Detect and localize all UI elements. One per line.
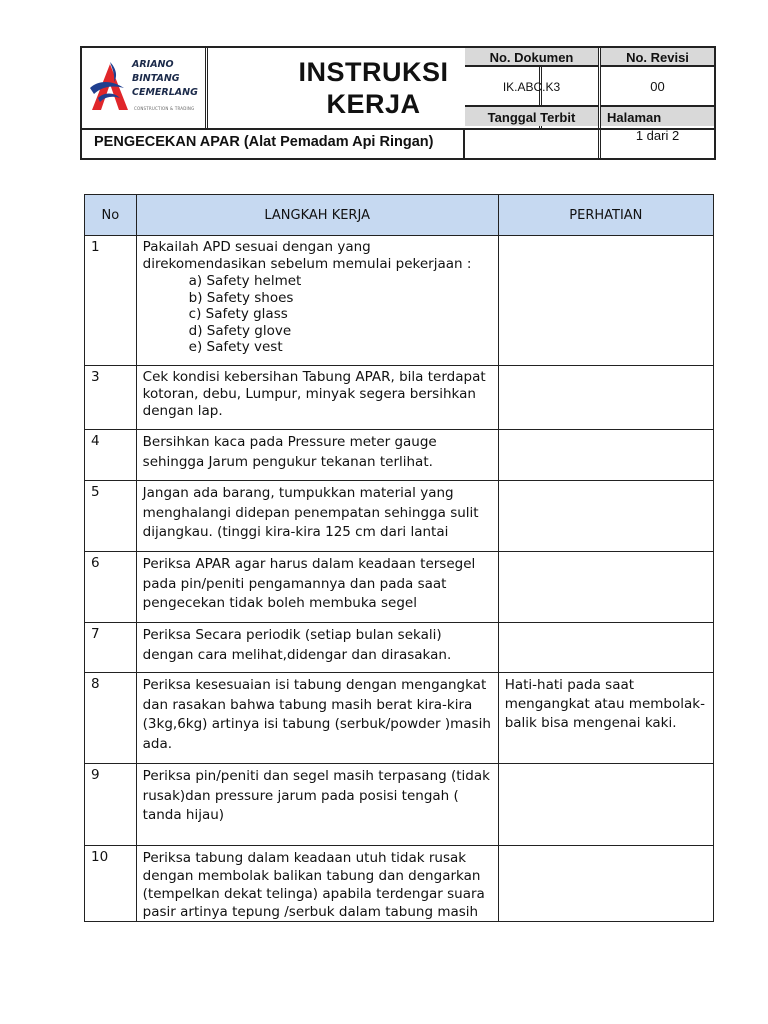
row-number: 9 <box>85 764 137 846</box>
page-label: Halaman <box>601 105 714 126</box>
title-line-1: INSTRUKSI <box>298 57 449 87</box>
issue-date-label: Tanggal Terbit <box>465 105 598 126</box>
table-row <box>85 673 714 764</box>
row-step: Periksa tabung dalam keadaan utuh tidak rusak dengan membolak balikan tabung dan dengarkan (tempelkan dekat telinga) apabila terdengar suara pasir artinya tepung /serbuk dalam tabung masih <box>136 846 498 922</box>
logo-name-line-3: CEMERLANG <box>132 87 198 98</box>
row-note <box>498 481 713 552</box>
table-row <box>85 366 714 430</box>
list-item: b) Safety shoes <box>188 289 294 306</box>
row-note <box>498 366 713 430</box>
work-steps-table <box>84 194 714 922</box>
row-number: 3 <box>85 366 137 430</box>
list-item: e) Safety vest <box>188 339 283 355</box>
row-step: Cek kondisi kebersihan Tabung APAR, bila terdapat kotoran, debu, Lumpur, minyak segera bersihkan dengan lap. <box>136 366 498 430</box>
company-logo <box>82 48 208 128</box>
row-number: 1 <box>85 236 137 366</box>
row-note <box>498 236 713 366</box>
column-header-step: LANGKAH KERJA <box>136 195 498 236</box>
list-item: d) Safety glove <box>188 322 292 339</box>
table-header-row <box>85 195 714 236</box>
logo-name-line-2: BINTANG <box>132 73 180 84</box>
table-row <box>85 236 714 366</box>
row-step: Periksa Secara periodik (setiap bulan sekali) dengan cara melihat,didengar dan dirasakan. <box>136 623 498 673</box>
row-number: 5 <box>85 481 137 552</box>
row-step: Periksa pin/peniti dan segel masih terpasang (tidak rusak)dan pressure jarum pada posisi tengah ( tanda hijau) <box>136 764 498 846</box>
row-note <box>498 552 713 623</box>
list-item: c) Safety glass <box>188 306 288 322</box>
step-text: Pakailah APD sesuai dengan yang direkomendasikan sebelum memulai pekerjaan : <box>142 239 472 272</box>
page-value: 1 dari 2 <box>635 128 680 143</box>
row-step <box>136 236 498 366</box>
row-note <box>498 764 713 846</box>
company-logo-mark-icon <box>88 58 132 118</box>
row-note <box>498 430 713 481</box>
row-number: 7 <box>85 623 137 673</box>
table-row <box>85 481 714 552</box>
table-row <box>85 846 714 922</box>
ppe-list <box>143 273 492 356</box>
title-line-2: KERJA <box>326 89 421 119</box>
row-note: Hati-hati pada saat mengangkat atau membolak-balik bisa mengenai kaki. <box>498 673 713 764</box>
revision-value: 00 <box>650 79 665 94</box>
table-row <box>85 552 714 623</box>
document-header <box>80 46 716 160</box>
column-header-note: PERHATIAN <box>498 195 713 236</box>
document-subject: PENGECEKAN APAR (Alat Pemadam Api Ringan) <box>94 134 434 150</box>
row-step: Bersihkan kaca pada Pressure meter gauge sehingga Jarum pengukur tekanan terlihat. <box>136 430 498 481</box>
row-number: 10 <box>85 846 137 922</box>
row-step: Periksa kesesuaian isi tabung dengan mengangkat dan rasakan bahwa tabung masih berat kira-kira (3kg,6kg) artinya isi tabung (serbuk/powder )masih ada. <box>136 673 498 764</box>
row-step: Periksa APAR agar harus dalam keadaan tersegel pada pin/peniti pengamannya dan pada saat pengecekan tidak boleh membuka segel <box>136 552 498 623</box>
doc-no-value: IK.ABC.K3 <box>502 80 561 94</box>
row-number: 6 <box>85 552 137 623</box>
table-row <box>85 430 714 481</box>
row-note <box>498 846 713 922</box>
row-number: 8 <box>85 673 137 764</box>
logo-name-line-1: ARIANO <box>132 59 174 70</box>
row-note <box>498 623 713 673</box>
row-number: 4 <box>85 430 137 481</box>
logo-tagline: CONSTRUCTION & TRADING <box>134 106 195 111</box>
table-row <box>85 623 714 673</box>
issue-date-value <box>465 130 598 156</box>
table-row <box>85 764 714 846</box>
column-header-no: No <box>85 195 137 236</box>
list-item: a) Safety helmet <box>188 273 302 289</box>
revision-label: No. Revisi <box>601 48 714 67</box>
doc-no-label: No. Dokumen <box>465 48 598 67</box>
row-step: Jangan ada barang, tumpukkan material yang menghalangi didepan penempatan sehingga sulit dijangkau. (tinggi kira-kira 125 cm dari lantai <box>136 481 498 552</box>
